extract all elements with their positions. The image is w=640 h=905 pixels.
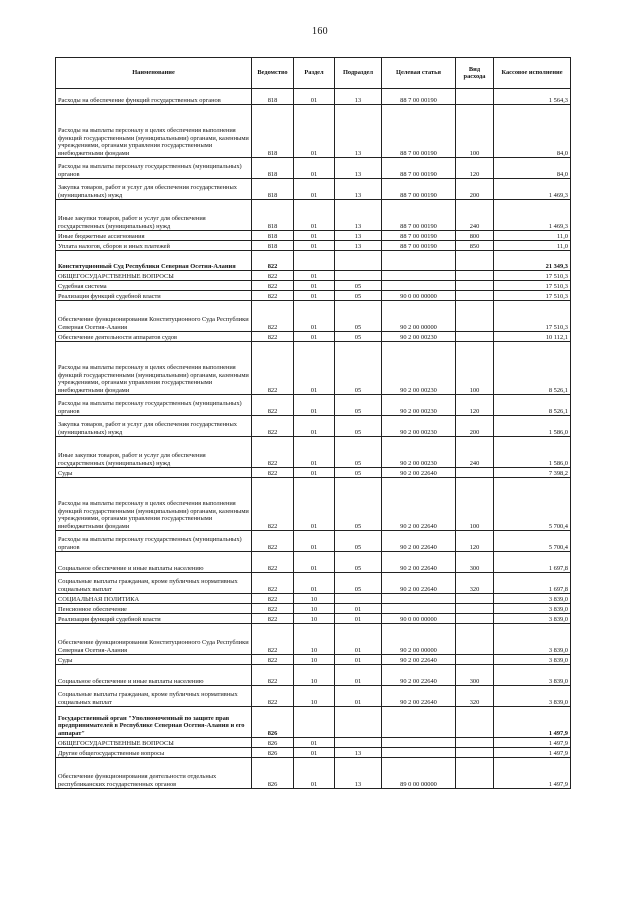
row-razdel: 01 (294, 200, 335, 231)
row-vid: 300 (456, 552, 494, 573)
row-podrazdel: 01 (335, 655, 382, 665)
row-sum: 8 526,1 (494, 395, 571, 416)
table-row (56, 604, 571, 614)
row-razdel (294, 707, 335, 738)
row-podrazdel: 01 (335, 604, 382, 614)
row-cel: 88 7 00 00190 (382, 241, 456, 251)
row-name: Обеспечение функционирования Конституционного Суда Республики Северная Осетия-Алания (56, 301, 252, 332)
row-sum: 7 398,2 (494, 468, 571, 478)
row-vid: 120 (456, 531, 494, 552)
row-sum: 5 700,4 (494, 478, 571, 531)
row-podrazdel: 05 (335, 301, 382, 332)
row-razdel: 01 (294, 478, 335, 531)
row-name: Пенсионное обеспечение (56, 604, 252, 614)
row-cel: 90 2 00 00000 (382, 301, 456, 332)
row-vid (456, 281, 494, 291)
row-vid (456, 594, 494, 604)
row-name: Расходы на выплаты персоналу государственных (муниципальных) органов (56, 531, 252, 552)
row-sum: 3 839,0 (494, 624, 571, 655)
row-razdel: 01 (294, 241, 335, 251)
row-cel: 90 2 00 22640 (382, 686, 456, 707)
row-name: Суды (56, 655, 252, 665)
row-sum: 21 349,3 (494, 251, 571, 271)
row-name: Обеспечение деятельности аппаратов судов (56, 332, 252, 342)
table-row (56, 281, 571, 291)
row-sum: 1 497,9 (494, 738, 571, 748)
row-cel (382, 281, 456, 291)
row-podrazdel: 05 (335, 552, 382, 573)
row-cel: 90 2 00 22640 (382, 665, 456, 686)
row-cel (382, 738, 456, 748)
row-ved: 822 (252, 291, 294, 301)
table-row (56, 614, 571, 624)
row-ved: 818 (252, 105, 294, 158)
row-name: Расходы на выплаты персоналу государственных (муниципальных) органов (56, 158, 252, 179)
row-razdel: 01 (294, 342, 335, 395)
row-cel: 90 2 00 00230 (382, 332, 456, 342)
row-vid: 240 (456, 437, 494, 468)
row-name: ОБЩЕГОСУДАРСТВЕННЫЕ ВОПРОСЫ (56, 738, 252, 748)
row-podrazdel: 05 (335, 291, 382, 301)
header-name: Наименование (56, 58, 252, 89)
row-name: Реализация функций судебной власти (56, 291, 252, 301)
row-ved: 822 (252, 437, 294, 468)
table-row (56, 395, 571, 416)
row-podrazdel (335, 594, 382, 604)
row-sum: 10 112,1 (494, 332, 571, 342)
row-sum: 84,0 (494, 105, 571, 158)
row-ved: 818 (252, 241, 294, 251)
row-name: Расходы на выплаты персоналу в целях обеспечения выполнения функций государственными (муниципальными) органами, казенными учреждениями, органами управления государственными внебюджетными фондами (56, 478, 252, 531)
row-ved: 822 (252, 271, 294, 281)
row-podrazdel (335, 738, 382, 748)
row-ved: 822 (252, 468, 294, 478)
row-razdel: 01 (294, 158, 335, 179)
table-row (56, 105, 571, 158)
row-cel: 90 2 00 22640 (382, 573, 456, 594)
row-ved: 818 (252, 231, 294, 241)
row-cel (382, 604, 456, 614)
table-row (56, 665, 571, 686)
row-vid (456, 707, 494, 738)
row-ved: 822 (252, 655, 294, 665)
row-cel: 88 7 00 00190 (382, 89, 456, 105)
row-razdel: 01 (294, 105, 335, 158)
row-vid: 100 (456, 478, 494, 531)
row-vid: 320 (456, 573, 494, 594)
row-name: Расходы на обеспечение функций государственных органов (56, 89, 252, 105)
row-vid: 200 (456, 179, 494, 200)
table-row (56, 251, 571, 271)
row-podrazdel: 13 (335, 158, 382, 179)
row-cel: 88 7 00 00190 (382, 105, 456, 158)
row-razdel: 01 (294, 395, 335, 416)
row-sum: 3 839,0 (494, 686, 571, 707)
table-row (56, 179, 571, 200)
table-row (56, 332, 571, 342)
page-number: 160 (312, 26, 328, 37)
table-row (56, 241, 571, 251)
row-podrazdel: 13 (335, 758, 382, 789)
table-row (56, 291, 571, 301)
row-cel: 90 2 00 22640 (382, 468, 456, 478)
row-razdel: 01 (294, 231, 335, 241)
row-name: Закупка товаров, работ и услуг для обеспечения государственных (муниципальных) нужд (56, 416, 252, 437)
row-razdel: 01 (294, 531, 335, 552)
row-sum: 1 469,3 (494, 179, 571, 200)
row-sum: 1 497,9 (494, 748, 571, 758)
row-sum: 3 839,0 (494, 655, 571, 665)
row-sum: 11,0 (494, 241, 571, 251)
table-row (56, 271, 571, 281)
row-sum: 1 497,9 (494, 758, 571, 789)
row-name: Реализация функций судебной власти (56, 614, 252, 624)
budget-table (55, 57, 571, 789)
row-name: Другие общегосударственные вопросы (56, 748, 252, 758)
row-cel (382, 748, 456, 758)
row-ved: 826 (252, 707, 294, 738)
row-ved: 822 (252, 342, 294, 395)
row-sum: 1 586,0 (494, 416, 571, 437)
row-name: Иные бюджетные ассигнования (56, 231, 252, 241)
row-razdel: 10 (294, 686, 335, 707)
row-name: Социальное обеспечение и иные выплаты населению (56, 552, 252, 573)
row-podrazdel: 05 (335, 573, 382, 594)
row-podrazdel: 05 (335, 342, 382, 395)
row-cel (382, 251, 456, 271)
row-cel (382, 271, 456, 281)
row-sum: 1 497,9 (494, 707, 571, 738)
row-name: Социальные выплаты гражданам, кроме публичных нормативных социальных выплат (56, 686, 252, 707)
row-sum: 1 586,0 (494, 437, 571, 468)
row-sum: 5 700,4 (494, 531, 571, 552)
row-cel: 88 7 00 00190 (382, 179, 456, 200)
row-name: Обеспечение функционирования Конституционного Суда Республики Северная Осетия-Алания (56, 624, 252, 655)
table-row (56, 200, 571, 231)
row-podrazdel: 13 (335, 179, 382, 200)
row-sum: 1 564,3 (494, 89, 571, 105)
row-name: Иные закупки товаров, работ и услуг для обеспечения государственных (муниципальных) нужд (56, 200, 252, 231)
row-podrazdel: 05 (335, 531, 382, 552)
row-vid (456, 738, 494, 748)
row-cel: 90 2 00 00230 (382, 395, 456, 416)
row-razdel: 01 (294, 573, 335, 594)
table-row (56, 437, 571, 468)
row-name: Расходы на выплаты персоналу в целях обеспечения выполнения функций государственными (муниципальными) органами, казенными учреждениями, органами управления государственными внебюджетными фондами (56, 342, 252, 395)
row-vid (456, 655, 494, 665)
row-ved: 822 (252, 665, 294, 686)
row-vid (456, 748, 494, 758)
row-cel: 90 0 00 00000 (382, 614, 456, 624)
header-sum: Кассовое исполнение (494, 58, 571, 89)
row-sum: 84,0 (494, 158, 571, 179)
row-vid: 300 (456, 665, 494, 686)
row-podrazdel (335, 707, 382, 738)
table-row (56, 158, 571, 179)
row-vid: 120 (456, 395, 494, 416)
table-row (56, 231, 571, 241)
row-razdel: 10 (294, 614, 335, 624)
row-podrazdel: 05 (335, 281, 382, 291)
row-ved: 818 (252, 89, 294, 105)
row-cel: 88 7 00 00190 (382, 200, 456, 231)
row-ved: 818 (252, 200, 294, 231)
row-sum: 1 697,8 (494, 573, 571, 594)
row-podrazdel: 05 (335, 395, 382, 416)
row-vid: 120 (456, 158, 494, 179)
row-podrazdel: 05 (335, 416, 382, 437)
row-vid (456, 271, 494, 281)
row-podrazdel: 13 (335, 241, 382, 251)
row-podrazdel: 01 (335, 624, 382, 655)
row-cel (382, 594, 456, 604)
row-ved: 822 (252, 573, 294, 594)
row-vid: 240 (456, 200, 494, 231)
row-name: Социальное обеспечение и иные выплаты населению (56, 665, 252, 686)
row-name: Расходы на выплаты персоналу в целях обеспечения выполнения функций государственными (муниципальными) органами, казенными учреждениями, органами управления государственными внебюджетными фондами (56, 105, 252, 158)
table-row (56, 707, 571, 738)
header-podrazdel: Подраздел (335, 58, 382, 89)
row-ved: 822 (252, 531, 294, 552)
row-podrazdel: 05 (335, 478, 382, 531)
row-razdel: 01 (294, 271, 335, 281)
table-row (56, 531, 571, 552)
table-row (56, 301, 571, 332)
row-ved: 826 (252, 748, 294, 758)
row-sum: 3 839,0 (494, 665, 571, 686)
header-ved: Ведомство (252, 58, 294, 89)
row-ved: 818 (252, 158, 294, 179)
row-ved: 822 (252, 614, 294, 624)
row-podrazdel: 13 (335, 105, 382, 158)
row-razdel: 01 (294, 291, 335, 301)
row-name: Суды (56, 468, 252, 478)
row-podrazdel (335, 251, 382, 271)
row-vid (456, 468, 494, 478)
row-podrazdel (335, 271, 382, 281)
row-ved: 822 (252, 301, 294, 332)
row-razdel: 10 (294, 594, 335, 604)
row-cel: 90 2 00 00000 (382, 624, 456, 655)
row-sum: 11,0 (494, 231, 571, 241)
row-cel: 90 0 00 00000 (382, 291, 456, 301)
table-row (56, 748, 571, 758)
row-ved: 822 (252, 416, 294, 437)
row-podrazdel: 05 (335, 332, 382, 342)
row-sum: 3 839,0 (494, 604, 571, 614)
row-sum: 3 839,0 (494, 594, 571, 604)
row-ved: 818 (252, 179, 294, 200)
row-sum: 17 510,3 (494, 281, 571, 291)
row-podrazdel: 13 (335, 231, 382, 241)
table-header-row (56, 58, 571, 89)
row-vid (456, 614, 494, 624)
row-ved: 822 (252, 251, 294, 271)
row-ved: 822 (252, 594, 294, 604)
row-sum: 1 697,8 (494, 552, 571, 573)
table-row (56, 416, 571, 437)
row-razdel: 01 (294, 738, 335, 748)
row-razdel: 01 (294, 179, 335, 200)
table-row (56, 468, 571, 478)
row-razdel: 01 (294, 281, 335, 291)
row-cel: 90 2 00 00230 (382, 437, 456, 468)
row-razdel: 10 (294, 604, 335, 614)
table-row (56, 624, 571, 655)
row-vid (456, 758, 494, 789)
row-razdel: 10 (294, 624, 335, 655)
row-vid: 200 (456, 416, 494, 437)
row-sum: 3 839,0 (494, 614, 571, 624)
row-name: Закупка товаров, работ и услуг для обеспечения государственных (муниципальных) нужд (56, 179, 252, 200)
row-cel: 90 2 00 22640 (382, 655, 456, 665)
row-podrazdel: 01 (335, 665, 382, 686)
row-name: Иные закупки товаров, работ и услуг для обеспечения государственных (муниципальных) нужд (56, 437, 252, 468)
header-cel: Целевая статья (382, 58, 456, 89)
row-vid (456, 604, 494, 614)
row-ved: 822 (252, 332, 294, 342)
row-ved: 822 (252, 281, 294, 291)
row-vid: 100 (456, 105, 494, 158)
row-name: Обеспечение функционирования деятельности отдельных республиканских государственных органов (56, 758, 252, 789)
table-row (56, 552, 571, 573)
row-cel (382, 707, 456, 738)
row-razdel: 01 (294, 758, 335, 789)
row-cel: 90 2 00 22640 (382, 552, 456, 573)
table-row (56, 573, 571, 594)
row-razdel (294, 251, 335, 271)
row-razdel: 01 (294, 89, 335, 105)
table-row (56, 89, 571, 105)
table-row (56, 758, 571, 789)
row-sum: 8 526,1 (494, 342, 571, 395)
row-vid (456, 291, 494, 301)
table-row (56, 594, 571, 604)
row-ved: 822 (252, 395, 294, 416)
row-razdel: 01 (294, 468, 335, 478)
row-name: СОЦИАЛЬНАЯ ПОЛИТИКА (56, 594, 252, 604)
row-sum: 17 510,3 (494, 271, 571, 281)
row-razdel: 10 (294, 655, 335, 665)
row-vid (456, 89, 494, 105)
row-cel: 88 7 00 00190 (382, 231, 456, 241)
row-name: Судебная система (56, 281, 252, 291)
row-ved: 822 (252, 624, 294, 655)
row-razdel: 10 (294, 665, 335, 686)
row-vid: 800 (456, 231, 494, 241)
row-name: Государственный орган "Уполномоченный по защите прав предпринимателей в Республике Северная Осетия-Алания и его аппарат" (56, 707, 252, 738)
row-ved: 822 (252, 686, 294, 707)
row-sum: 17 510,3 (494, 291, 571, 301)
row-name: Уплата налогов, сборов и иных платежей (56, 241, 252, 251)
header-razdel: Раздел (294, 58, 335, 89)
row-razdel: 01 (294, 552, 335, 573)
row-podrazdel: 01 (335, 614, 382, 624)
row-podrazdel: 13 (335, 200, 382, 231)
row-ved: 826 (252, 738, 294, 748)
row-vid (456, 332, 494, 342)
row-cel: 88 7 00 00190 (382, 158, 456, 179)
row-vid: 850 (456, 241, 494, 251)
row-cel: 90 2 00 22640 (382, 478, 456, 531)
row-vid: 100 (456, 342, 494, 395)
row-razdel: 01 (294, 332, 335, 342)
row-cel: 90 2 00 22640 (382, 531, 456, 552)
row-cel: 90 2 00 00230 (382, 342, 456, 395)
table-row (56, 342, 571, 395)
row-vid (456, 251, 494, 271)
table-row (56, 686, 571, 707)
row-ved: 822 (252, 552, 294, 573)
row-razdel: 01 (294, 437, 335, 468)
table-row (56, 738, 571, 748)
row-ved: 822 (252, 604, 294, 614)
row-cel: 89 0 00 00000 (382, 758, 456, 789)
row-ved: 822 (252, 478, 294, 531)
row-name: Социальные выплаты гражданам, кроме публичных нормативных социальных выплат (56, 573, 252, 594)
row-razdel: 01 (294, 748, 335, 758)
row-podrazdel: 05 (335, 468, 382, 478)
row-sum: 1 469,3 (494, 200, 571, 231)
row-vid (456, 301, 494, 332)
row-podrazdel: 13 (335, 748, 382, 758)
row-sum: 17 510,3 (494, 301, 571, 332)
row-name: Расходы на выплаты персоналу государственных (муниципальных) органов (56, 395, 252, 416)
row-name: Конституционный Суд Республики Северная Осетия-Алания (56, 251, 252, 271)
row-razdel: 01 (294, 301, 335, 332)
row-cel: 90 2 00 00230 (382, 416, 456, 437)
row-podrazdel: 13 (335, 89, 382, 105)
row-podrazdel: 01 (335, 686, 382, 707)
table-row (56, 478, 571, 531)
row-name: ОБЩЕГОСУДАРСТВЕННЫЕ ВОПРОСЫ (56, 271, 252, 281)
row-ved: 826 (252, 758, 294, 789)
table-row (56, 655, 571, 665)
row-podrazdel: 05 (335, 437, 382, 468)
row-razdel: 01 (294, 416, 335, 437)
row-vid (456, 624, 494, 655)
row-vid: 320 (456, 686, 494, 707)
header-vid: Вид расхода (456, 58, 494, 89)
